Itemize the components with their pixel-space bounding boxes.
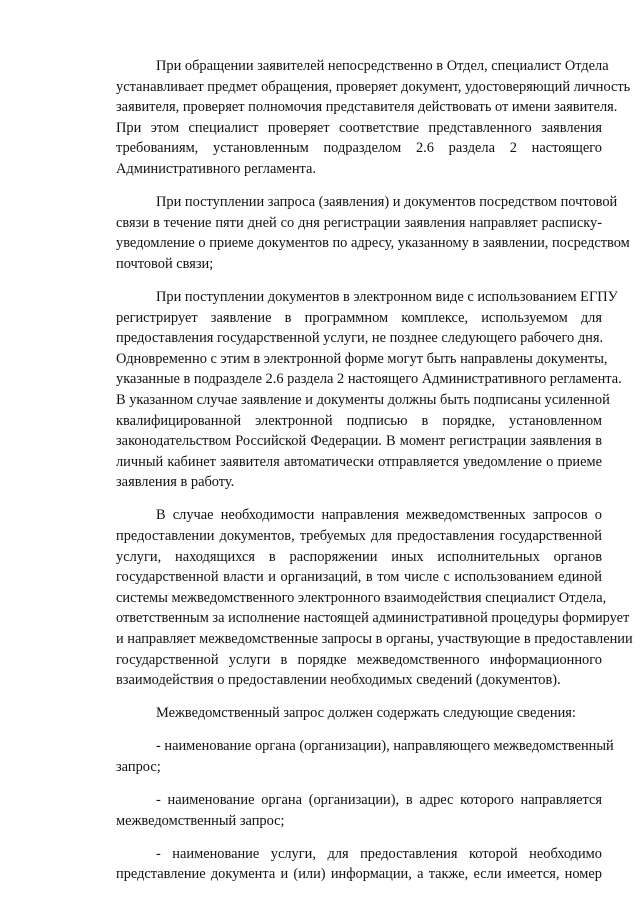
list-item-service-name	[76, 844, 602, 885]
text-line: указанные в подразделе 2.6 раздела 2 настоящего Административного регламента.	[116, 371, 622, 388]
text-line: предоставления государственной услуги, не позднее следующего рабочего дня.	[116, 330, 604, 347]
text-line: представление документа и (или) информации, а также, если имеется, номер	[116, 866, 602, 883]
paragraph-electronic-request	[76, 287, 622, 493]
text-line: взаимодействия о предоставлении необходимых сведений (документов).	[116, 672, 561, 689]
list-item-receiving-authority	[76, 790, 602, 831]
text-line: При этом специалист проверяет соответствие представленного заявления	[116, 119, 602, 136]
text-line: В случае необходимости направления межведомственных запросов о	[156, 507, 602, 524]
text-line: Межведомственный запрос должен содержать следующие сведения:	[156, 705, 576, 722]
text-line: почтовой связи;	[116, 255, 214, 272]
text-line: - наименование органа (организации), направляющего межведомственный	[156, 738, 614, 755]
text-line: государственной услуги в порядке межведомственного информационного	[116, 651, 602, 668]
text-line: квалифицированной электронной подписью в порядке, установленном	[116, 412, 602, 429]
text-line: заявителя, проверяет полномочия представителя действовать от имени заявителя.	[116, 99, 618, 116]
text-line: системы межведомственного электронного взаимодействия специалист Отдела,	[116, 589, 607, 606]
text-line: Административного регламента.	[116, 160, 316, 177]
text-line: Одновременно с этим в электронной форме могут быть направлены документы,	[116, 350, 608, 367]
text-line: ответственным за исполнение настоящей административной процедуры формирует	[116, 610, 630, 627]
text-line: государственной власти и организаций, в том числе с использованием единой	[116, 569, 602, 586]
text-line: услуги, находящихся в распоряжении иных исполнительных органов	[116, 548, 602, 565]
text-line: При поступлении запроса (заявления) и документов посредством почтовой	[156, 194, 618, 211]
text-line: устанавливает предмет обращения, проверяет документ, удостоверяющий личность	[116, 78, 631, 95]
paragraph-applicant-visit	[76, 56, 631, 180]
text-line: требованиям, установленным подразделом 2.6 раздела 2 настоящего	[116, 140, 602, 157]
text-line: запрос;	[116, 758, 161, 775]
text-line: межведомственный запрос;	[116, 812, 285, 829]
paragraph-interagency-requests	[76, 505, 633, 690]
text-line: и направляет межведомственные запросы в органы, участвующие в предоставлении	[116, 630, 633, 647]
paragraph-request-contents-intro	[76, 703, 602, 724]
paragraph-postal-request	[76, 192, 630, 274]
text-line: В указанном случае заявление и документы должны быть подписаны усиленной	[116, 391, 610, 408]
text-line: предоставлении документов, требуемых для предоставления государственной	[116, 527, 602, 544]
text-line: личный кабинет заявителя автоматически отправляется уведомление о приеме	[116, 453, 602, 470]
text-line: - наименование услуги, для предоставления которой необходимо	[156, 845, 602, 862]
text-line: законодательством Российской Федерации. В момент регистрации заявления в	[116, 433, 602, 450]
document-page	[76, 56, 633, 897]
text-line: заявления в работу.	[116, 474, 235, 491]
text-line: связи в течение пяти дней со дня регистрации заявления направляет расписку-	[116, 214, 602, 231]
text-line: При обращении заявителей непосредственно в Отдел, специалист Отдела	[156, 58, 609, 74]
text-line: уведомление о приеме документов по адресу, указанному в заявлении, посредством	[116, 235, 630, 252]
text-line: регистрирует заявление в программном комплексе, используемом для	[116, 309, 602, 326]
text-line: При поступлении документов в электронном виде с использованием ЕГПУ	[156, 288, 618, 305]
text-line: - наименование органа (организации), в адрес которого направляется	[156, 792, 602, 808]
list-item-sending-authority	[76, 736, 614, 777]
